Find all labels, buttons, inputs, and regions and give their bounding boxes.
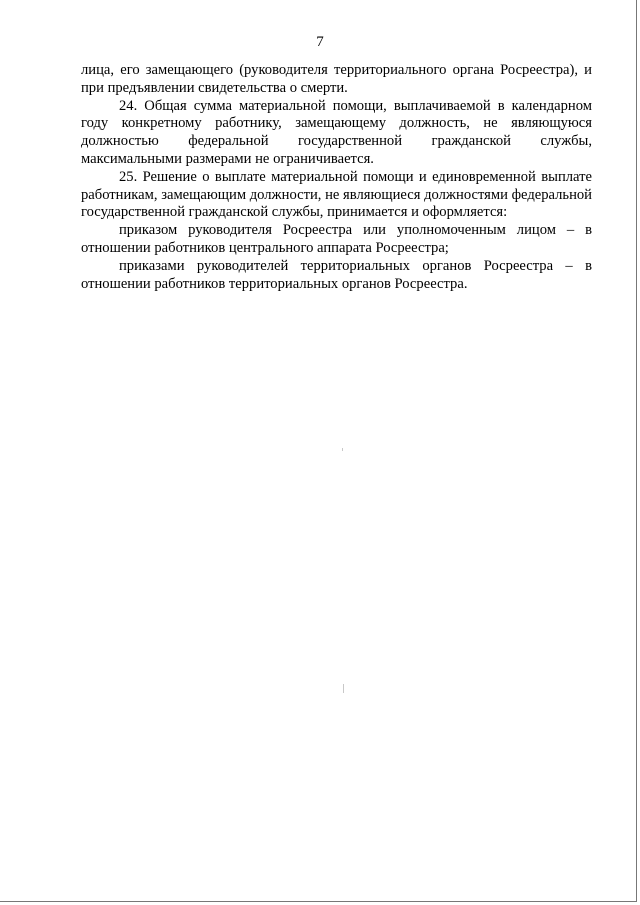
scan-speck [343,684,344,693]
paragraph-continuation: лица, его замещающего (руководителя территориального органа Росреестра), и при предъявлении свидетельства о смерти. [81,62,592,96]
paragraph-central-apparatus: приказом руководителя Росреестра или уполномоченным лицом – в отношении работников центрального аппарата Росреестра; [81,222,592,256]
document-body [81,62,592,293]
page-number: 7 [316,34,324,50]
paragraph-item-25: 25. Решение о выплате материальной помощи и единовременной выплате работникам, замещающим должности, не являющиеся должностями федеральной государственной гражданской службы, принимается и оформляется: [81,168,592,221]
paragraph-territorial-bodies: приказами руководителей территориальных органов Росреестра – в отношении работников территориальных органов Росреестра. [81,257,592,292]
scan-speck [342,448,343,451]
paragraph-item-24: 24. Общая сумма материальной помощи, выплачиваемой в календарном году конкретному работнику, замещающему должность, не являющуюся должностью федеральной государственной гражданской службы, максимальными размерами не ограничивается. [81,97,592,167]
